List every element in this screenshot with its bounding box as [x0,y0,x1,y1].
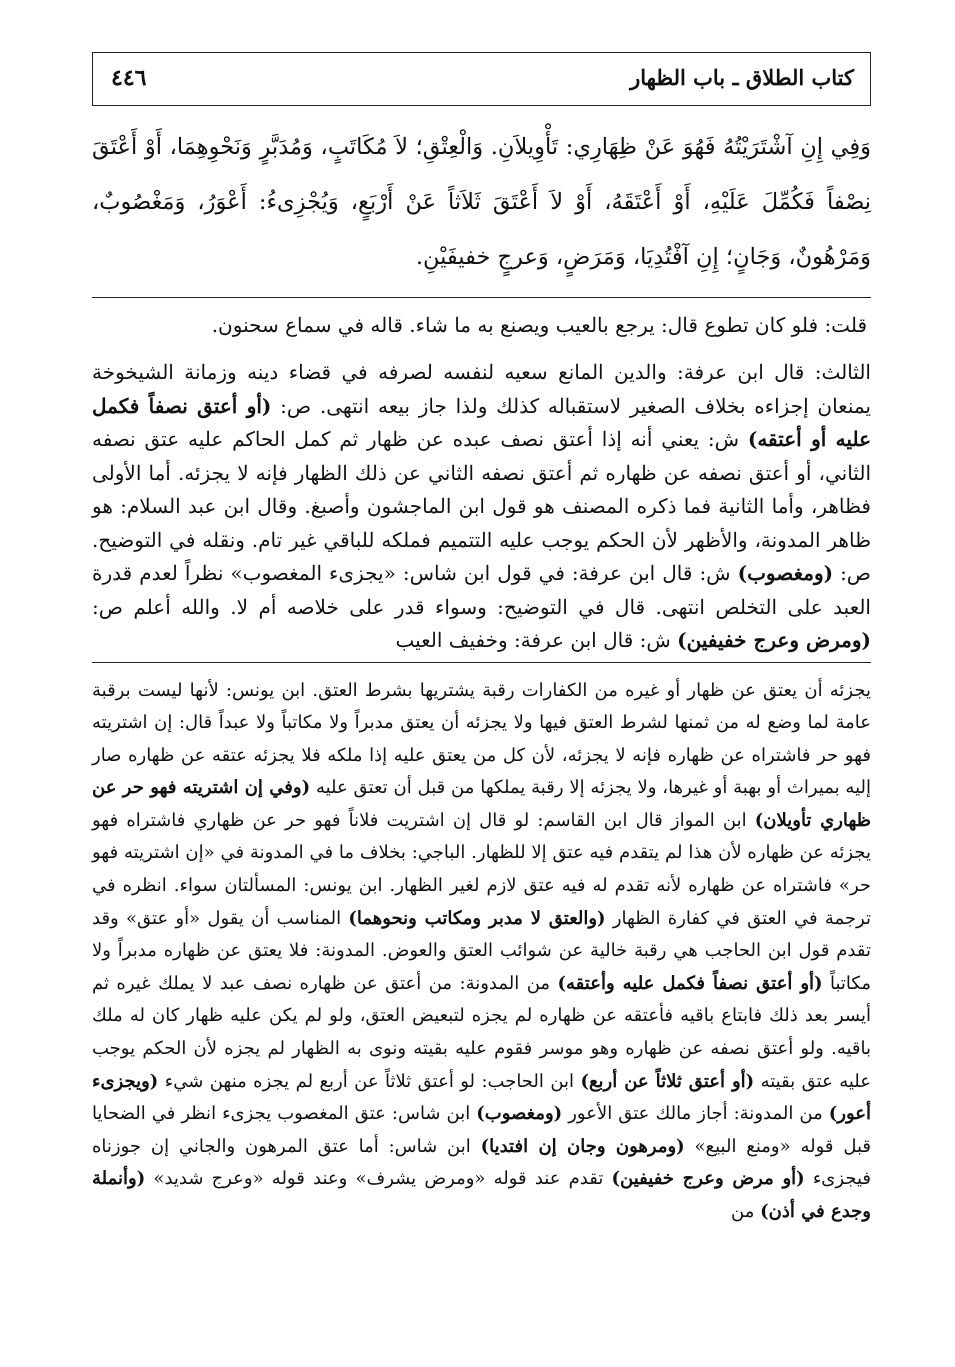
page-header [92,52,871,106]
footnote-text: تقدم عند قوله «ومرض يشرف» وعند قوله «وعرج شديد» [145,1168,612,1190]
matn-quote: (وفي إن اشتريته فهو حر عن ظهاري تأويلان) [92,777,872,831]
page-number: ٤٤٦ [111,65,147,91]
footnote-text: ابن المواز قال ابن القاسم: لو قال إن اشتريت فلاناً فهو حر عن ظهاري فاشتراه فهو يجزئه عن ظهاره لأن هذا لم يتقدم فيه عتق إلا للظهار. الباجي: بخلاف ما في المدونة في «إن اشتريته فهو حر» فاشتراه عن ظهاره لأنه تقدم له فيه عتق لازم لغير الظهار. ابن يونس: المسألتان سواء. انظره في ترجمة في العتق في كفارة الظهار [92,809,871,929]
footnote-text: ابن شاس: أما عتق المرهون والجاني إن جوزناه فيجزىء [92,1135,871,1190]
matn-quote: (والعتق لا مدبر ومكاتب ونحوهما) [348,907,606,929]
footnote-text: من المدونة: من أعتق عن ظهاره نصف عبد لا يملك غيره ثم أيسر بعد ذلك فابتاع باقيه فأعتقه عن ظهاره لم يجزه لتبعيض العتق، ولو لم يكن عليه ظهار كان له ملك باقيه. ولو أعتق نصفه عن ظهاره وهو موسر فقوم عليه بقيته ونوى به الظهار لم يجزه لأن الحكم يوجب عليه عتق بقيته [92,972,872,1092]
footnote-text: من [731,1201,761,1222]
matn-quote: (أو أعتق ثلاثاً عن أربع) [580,1070,755,1092]
footnote-text: ابن شاس: عتق المغصوب يجزىء انظر في الضحايا قبل قوله «ومنع البيع» [92,1103,871,1157]
commentary-paragraph [92,356,871,658]
matn-text: وَفِي إِنِ آشْتَرَيْتُهُ فَهُوَ عَنْ ظِهَارِي: تَأْوِيلاَنِ. وَالْعِتْقِ؛ لاَ مُكَاتَبٍ، وَمُدَبَّرٍ وَنَحْوِهِمَا، أَوْ أَعْتَقَ نِصْفاً فَكُمِّلَ عَلَيْهِ، أَوْ أَعْتَقَهُ، أَوْ لاَ أَعْتَقَ ثَلاَثاً عَنْ أَرْبَعٍ، وَيُجْزِىءُ: أَعْوَرُ، وَمَغْصُوبٌ، وَمَرْهُونٌ، وَجَانٍ؛ إِنِ آفْتُدِيَا، وَمَرَضٍ، وَعرجٍ خفيفَيْنِ. [92,134,871,270]
matn-quote: (ومغصوب) [737,561,834,585]
footnote-divider [92,662,871,663]
running-title: كتاب الطلاق ـ باب الظهار [630,65,854,90]
page [92,52,871,1229]
matn-quote: (ومغصوب) [476,1103,563,1125]
matn-quote: (ويجزىء أعور) [92,1070,872,1125]
divider-line [92,297,871,298]
matn-quote: (ومرهون وجان إن افتديا) [480,1135,685,1157]
matn-quote: (أو أعتق نصفاً فكمل عليه وأعتقه) [557,972,823,994]
commentary-text: الثالث: قال ابن عرفة: والدين المانع سعيه لنفسه لصرفه في قضاء دينه وزمانة الشيخوخة يمنعان إجزاءه بخلاف الصغير لاستقباله كذلك ولذا جاز بيعه انتهى. ص: [92,360,871,418]
footnote-text: ابن الحاجب: لو أعتق ثلاثاً عن أربع لم يجزه منهن شيء [158,1070,581,1092]
footnote-text: المناسب أن يقول «أو عتق» وقد تقدم قول ابن الحاجب هي رقبة خالية عن شوائب العتق والعوض. المدونة: فلا يعتق عن ظهاره مدبراً ولا مكاتباً [92,907,871,994]
matn-quote: (أو مرض وعرج خفيفين) [611,1168,805,1190]
matn-quote: (ومرض وعرج خفيفين) [677,628,871,652]
footnote-text: من المدونة: أجاز مالك عتق الأعور [562,1103,829,1125]
commentary-text: ش: يعني أنه إذا أعتق نصف عبده عن ظهار ثم كمل الحاكم عليه عتق نصفه الثاني، أو أعتق نصفه عن ظهاره ثم أعتق نصفه الثاني عن ذلك الظهار فإنه لا يجزئه. أما الأولى فظاهر، وأما الثانية فما ذكره المصنف هو قول ابن الماجشون وأصبغ. وقال ابن عبد السلام: هو ظاهر المدونة، والأظهر لأن الحكم يوجب عليه التتميم فملكه للباقي غير تام. ونقله في التوضيح. ص: [92,427,871,585]
footnote-text: يجزئه أن يعتق عن ظهار أو غيره من الكفارات رقبة يشتريها بشرط العتق. ابن يونس: لأنها ليست برقبة عامة لما وضع له من ثمنها لشرط العتق فيها ولا يجزئه أن يعتق مدبراً ولا مكاتباً ولا عبداً قال: إن اشتريته فهو حر فاشتراه عن ظهاره فإنه لا يجزئه، لأن كل من يعتق عليه إذا ملكه فلا يجزئه عتقه عن ظهاره صار إليه بميراث أو بهبة أو غيرها، ولا يجزئه إلا رقبة يملكها من قبل أن تعتق عليه [92,679,872,799]
footnote-paragraph [92,675,871,1229]
matn-quote: (أو أعتق نصفاً فكمل عليه أو أعتقه) [92,393,871,451]
matn-quote: (وأنملة وجدع في أذن) [92,1168,871,1222]
commentary-text: ش: قال ابن عرفة: في قول ابن شاس: «يجزىء المغصوب» نظراً لعدم قدرة العبد على التخلص انتهى. قال في التوضيح: وسواء قدر على خلاصه أم لا. والله أعلم ص: [92,561,871,619]
commentary-text: ش: قال ابن عرفة: وخفيف العيب [395,628,678,652]
qultu-paragraph: قلت: فلو كان تطوع قال: يرجع بالعيب ويصنع به ما شاء. قاله في سماع سحنون. [211,313,867,337]
